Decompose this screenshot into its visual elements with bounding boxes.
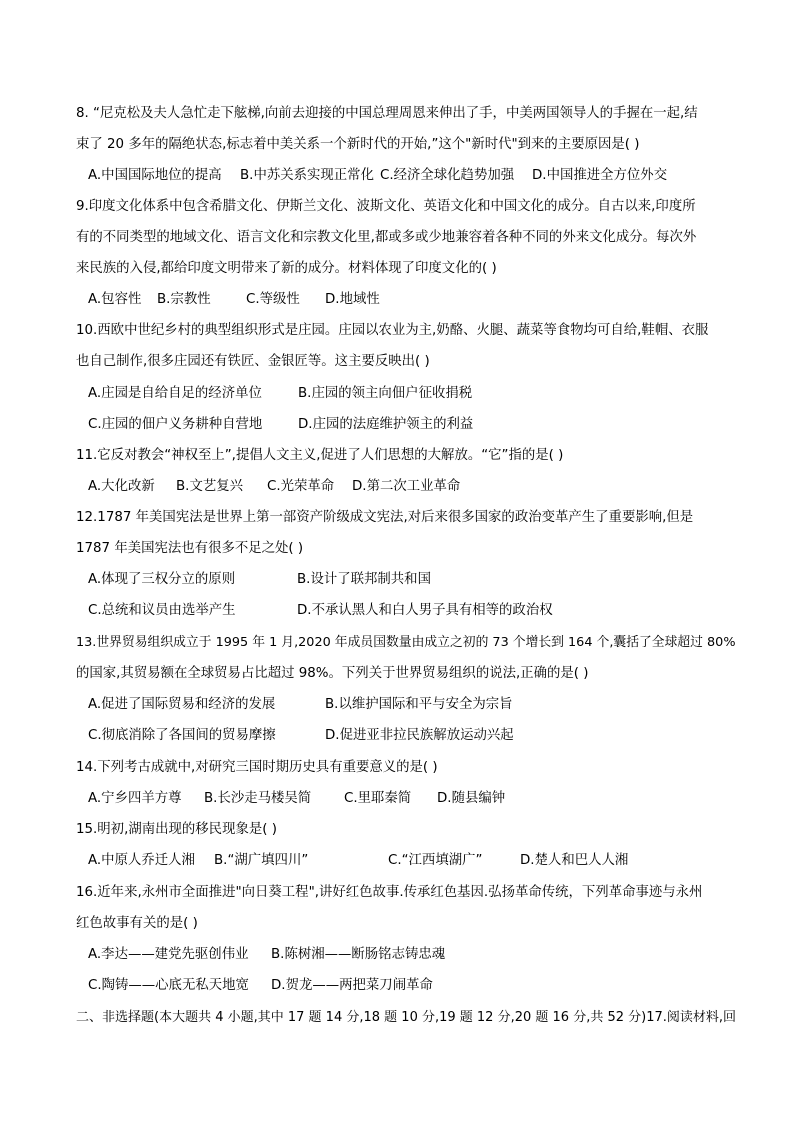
q12-option-a: A.体现了三权分立的原则 [88,572,236,587]
q16-text-line-1: 16.近年来,永州市全面推进"向日葵工程",讲好红色故事.传承红色基因.弘扬革命传统，下列革命事迹与永州 [76,885,703,900]
q11-option-a: A.大化改新 [88,479,155,494]
q14-text-line-1: 14.下列考古成就中,对研究三国时期历史具有重要意义的是( ) [76,760,438,775]
q15-option-c: C.“江西填湖广” [388,853,483,868]
q11-option-d: D.第二次工业革命 [352,479,461,494]
q12-option-c: C.总统和议员由选举产生 [88,603,236,618]
q12-option-d: D.不承认黑人和白人男子具有相等的政治权 [297,603,553,618]
q9-option-b: B.宗教性 [157,292,211,307]
q9-text-line-2: 有的不同类型的地域文化、语言文化和宗教文化里,都或多或少地兼容着各种不同的外来文化成分。每次外 [76,230,697,245]
q10-text-line-2: 也自己制作,很多庄园还有铁匠、金银匠等。这主要反映出( ) [76,354,430,369]
q8-text-line-1: 8. “尼克松及夫人急忙走下舷梯,向前去迎接的中国总理周恩来伸出了手，中美两国领导人的手握在一起,结 [76,106,698,121]
q9-option-c: C.等级性 [246,292,300,307]
q11-option-b: B.文艺复兴 [176,479,244,494]
q13-option-a: A.促进了国际贸易和经济的发展 [88,697,276,712]
q9-option-a: A.包容性 [88,292,142,307]
q10-option-a: A.庄园是自给自足的经济单位 [88,386,262,401]
q9-option-d: D.地域性 [325,292,380,307]
section-two-heading: 二、非选择题(本大题共 4 小题,其中 17 题 14 分,18 题 10 分,19 题 12 分,20 题 16 分,共 52 分)17.阅读材料,回 [76,1010,737,1025]
q8-text-line-2: 束了 20 多年的隔绝状态,标志着中美关系一个新时代的开始,”这个"新时代"到来的主要原因是( ) [76,137,640,152]
q12-option-b: B.设计了联邦制共和国 [297,572,431,587]
q16-text-line-2: 红色故事有关的是( ) [76,916,198,931]
q8-option-a: A.中国国际地位的提高 [88,168,222,183]
q14-option-b: B.长沙走马楼吴简 [204,791,312,806]
q9-text-line-3: 来民族的入侵,都给印度文明带来了新的成分。材料体现了印度文化的( ) [76,261,497,276]
q12-text-line-1: 12.1787 年美国宪法是世界上第一部资产阶级成文宪法,对后来很多国家的政治变革产生了重要影响,但是 [76,510,694,525]
q8-option-c: C.经济全球化趋势加强 [380,168,515,183]
q14-option-d: D.随县编钟 [437,791,506,806]
q13-text-line-2: 的国家,其贸易额在全球贸易占比超过 98%。下列关于世界贸易组织的说法,正确的是( ) [76,666,589,681]
q13-option-d: D.促进亚非拉民族解放运动兴起 [325,728,514,743]
q15-option-a: A.中原人乔迁人湘 [88,853,195,868]
q16-option-c: C.陶铸——心底无私天地宽 [88,978,249,993]
q10-text-line-1: 10.西欧中世纪乡村的典型组织形式是庄园。庄园以农业为主,奶酪、火腿、蔬菜等食物均可自给,鞋帽、衣服 [76,323,709,338]
q14-option-c: C.里耶秦简 [344,791,412,806]
q15-option-d: D.楚人和巴人人湘 [520,853,629,868]
q11-option-c: C.光荣革命 [267,479,335,494]
q8-option-d: D.中国推进全方位外交 [532,168,668,183]
q9-text-line-1: 9.印度文化体系中包含希腊文化、伊斯兰文化、波斯文化、英语文化和中国文化的成分。自古以来,印度所 [76,199,696,214]
q13-option-c: C.彻底消除了各国间的贸易摩擦 [88,728,276,743]
q10-option-b: B.庄园的领主向佃户征收捐税 [298,386,473,401]
q12-text-line-2: 1787 年美国宪法也有很多不足之处( ) [76,541,304,556]
q16-option-b: B.陈树湘——断肠铭志铸忠魂 [271,947,446,962]
q15-option-b: B.“湖广填四川” [214,853,309,868]
q15-text-line-1: 15.明初,湖南出现的移民现象是( ) [76,822,277,837]
q8-option-b: B.中苏关系实现正常化 [240,168,374,183]
q10-option-d: D.庄园的法庭维护领主的利益 [298,417,474,432]
q11-text-line-1: 11.它反对教会“神权至上”,提倡人文主义,促进了人们思想的大解放。“它”指的是( ) [76,448,564,463]
q14-option-a: A.宁乡四羊方尊 [88,791,182,806]
q13-text-line-1: 13.世界贸易组织成立于 1995 年 1 月,2020 年成员国数量由成立之初的 73 个增长到 164 个,囊括了全球超过 80% [76,635,736,650]
q16-option-d: D.贺龙——两把菜刀闹革命 [271,978,433,993]
q10-option-c: C.庄园的佃户义务耕种自营地 [88,417,263,432]
q16-option-a: A.李达——建党先驱创伟业 [88,947,249,962]
q13-option-b: B.以维护国际和平与安全为宗旨 [325,697,513,712]
